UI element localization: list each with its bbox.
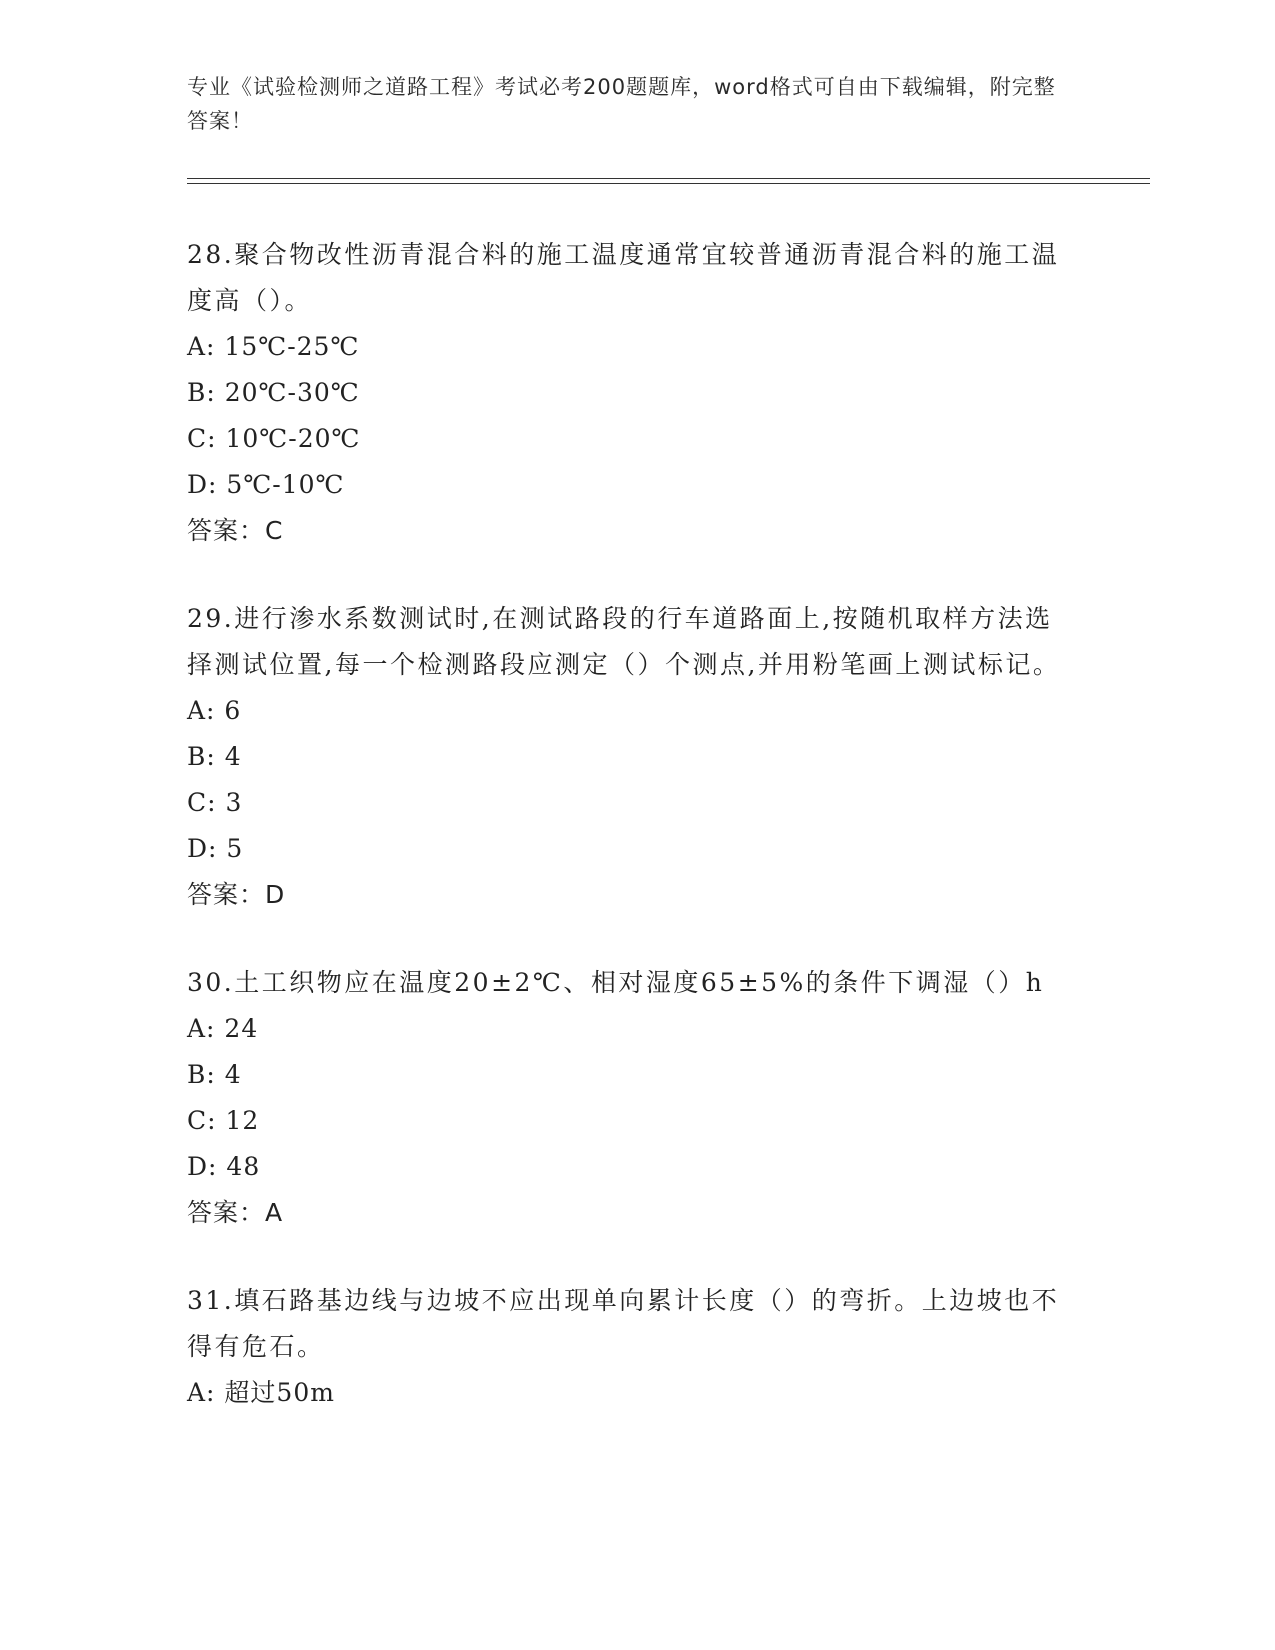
- option-d: D: 5: [187, 834, 244, 863]
- question-28: [187, 232, 1087, 554]
- option-b: B: 20℃-30℃: [187, 378, 360, 407]
- question-text: 30.土工织物应在温度20±2℃、相对湿度65±5%的条件下调湿（）h: [187, 968, 1045, 997]
- header-divider-top: [187, 178, 1150, 179]
- option-c: C: 3: [187, 788, 243, 817]
- answer: 答案：A: [187, 1198, 284, 1227]
- question-list: [187, 232, 1087, 1458]
- option-a: A: 超过50m: [187, 1378, 335, 1407]
- option-d: D: 5℃-10℃: [187, 470, 345, 499]
- question-text: 31.填石路基边线与边坡不应出现单向累计长度（）的弯折。上边坡也不得有危石。: [187, 1286, 1060, 1361]
- header-divider-bottom: [187, 183, 1150, 184]
- option-a: A: 15℃-25℃: [187, 332, 360, 361]
- option-c: C: 10℃-20℃: [187, 424, 361, 453]
- option-b: B: 4: [187, 1060, 242, 1089]
- option-d: D: 48: [187, 1152, 261, 1181]
- question-text: 29.进行渗水系数测试时,在测试路段的行车道路面上,按随机取样方法选择测试位置,每一个检测路段应测定（）个测点,并用粉笔画上测试标记。: [187, 604, 1061, 679]
- document-header: 专业《试验检测师之道路工程》考试必考200题题库，word格式可自由下载编辑，附完整答案！: [187, 75, 1056, 133]
- option-c: C: 12: [187, 1106, 260, 1135]
- question-31: [187, 1278, 1087, 1416]
- question-29: [187, 596, 1087, 918]
- question-text: 28.聚合物改性沥青混合料的施工温度通常宜较普通沥青混合料的施工温度高（）。: [187, 240, 1060, 315]
- option-a: A: 6: [187, 696, 242, 725]
- option-b: B: 4: [187, 742, 242, 771]
- option-a: A: 24: [187, 1014, 259, 1043]
- answer: 答案：C: [187, 516, 284, 545]
- question-30: [187, 960, 1087, 1236]
- answer: 答案：D: [187, 880, 286, 909]
